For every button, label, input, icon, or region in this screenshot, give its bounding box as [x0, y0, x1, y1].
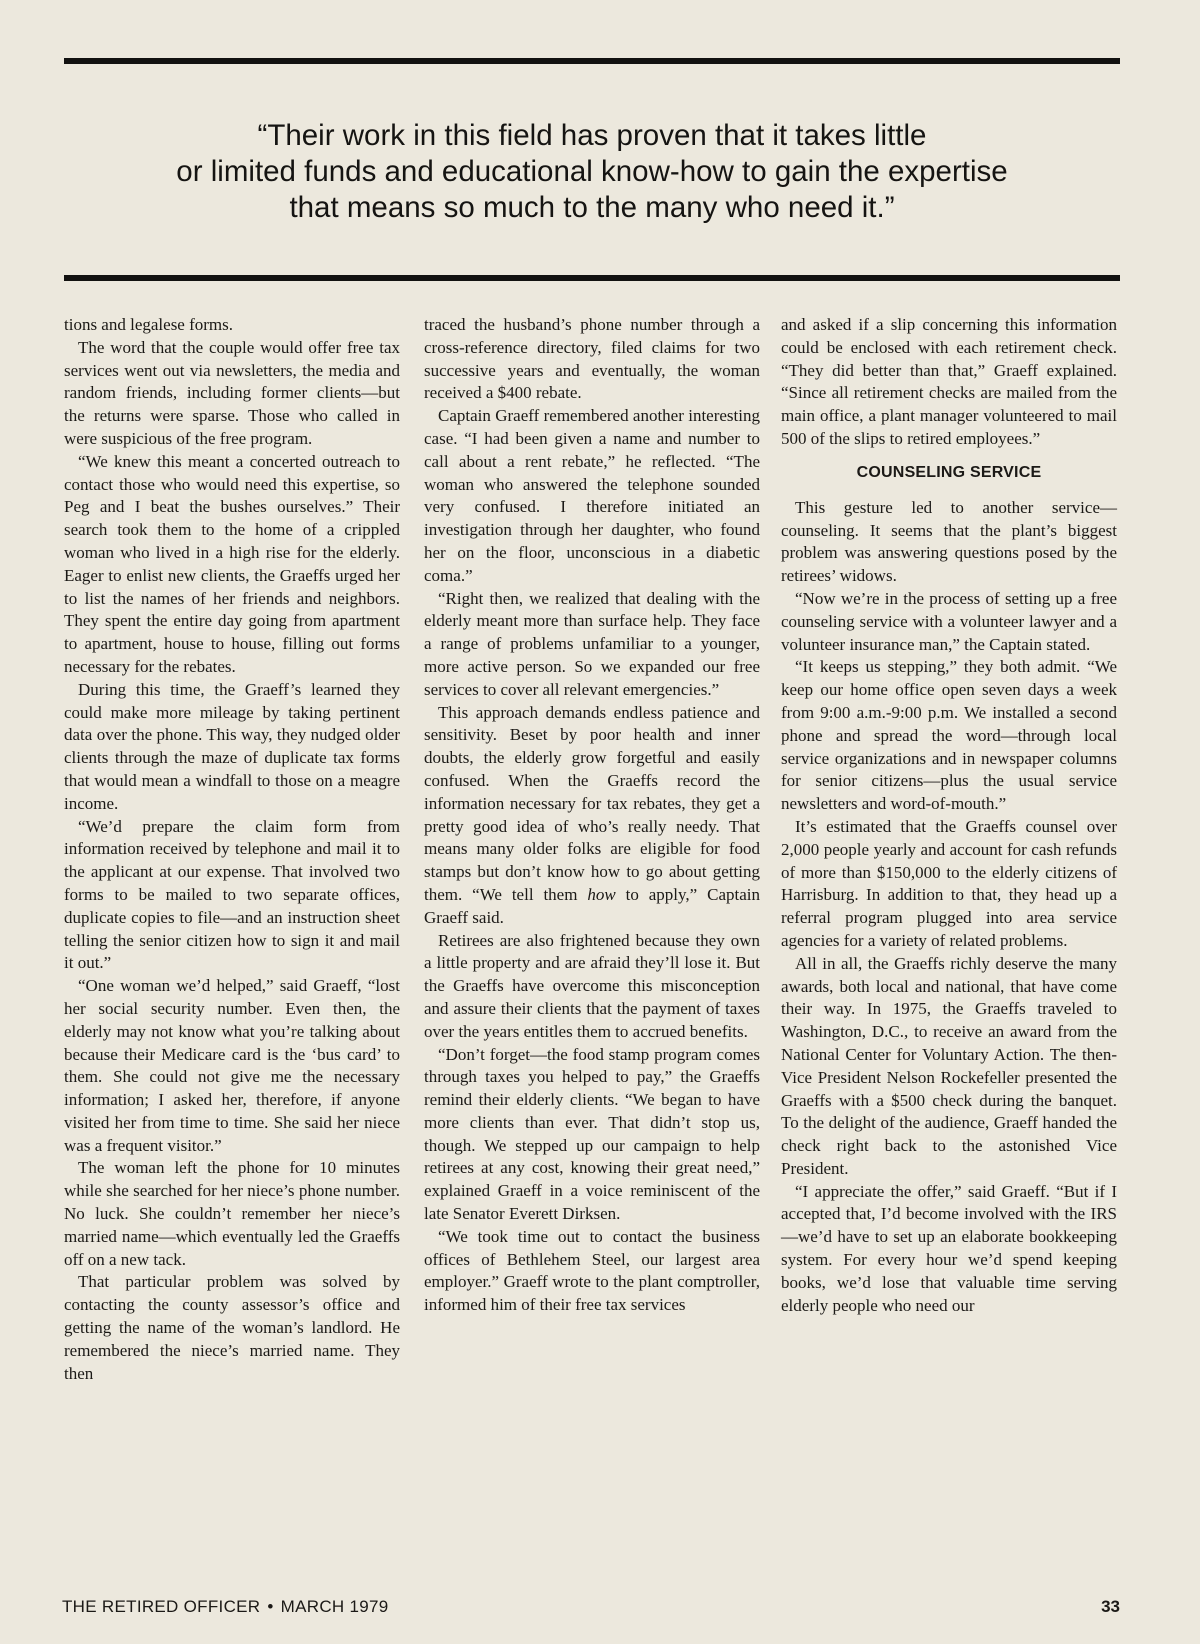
paragraph: “We took time out to contact the business offices of Bethlehem Steel, our largest area employer.” Graeff wrote to the plant comptroller, informed him of their free tax services — [424, 1226, 760, 1315]
publication-name: THE RETIRED OFFICER — [62, 1597, 261, 1616]
paragraph: That particular problem was solved by contacting the county assessor’s office and getting the name of the woman’s landlord. He remembered the niece’s married name. They then — [64, 1272, 400, 1383]
paragraph: “Right then, we realized that dealing with the elderly meant more than surface help. They face a range of problems unfamiliar to a younger, more active person. So we expanded our free services to cover all relevant emergencies.” — [424, 588, 760, 699]
paragraph: “Now we’re in the process of setting up a free counseling service with a volunteer lawyer and a volunteer insurance man,” the Captain stated. — [781, 588, 1117, 654]
bullet-separator: • — [267, 1597, 274, 1616]
paragraph: This approach demands endless patience and sensitivity. Beset by poor health and inner doubts, the elderly grow forgetful and easily confused. When the Graeffs record the information necessary for tax rebates, they get a pretty good idea of who’s really needy. That means many older folks are eligible for food stamps but don’t know how to go about getting them. “We tell them how to apply,” Captain Graeff said. — [424, 702, 760, 927]
article-column-2 — [424, 314, 760, 1317]
paragraph: traced the husband’s phone number through a cross-reference directory, filed claims for two successive years and eventually, the woman received a $400 rebate. — [424, 315, 760, 403]
paragraph: “One woman we’d helped,” said Graeff, “lost her social security number. Even then, the elderly may not know what you’re talking about because their Medicare card is the ‘bus card’ to them. She could not give me the necessary information; I asked her, therefore, if anyone visited her from time to time. She said her niece was a frequent visitor.” — [64, 976, 400, 1155]
paragraph: Captain Graeff remembered another interesting case. “I had been given a name and number to call about a rent rebate,” he reflected. “The woman who answered the telephone sounded very confused. I therefore initiated an investigation through her daughter, who found her on the floor, unconscious in a diabetic coma.” — [424, 406, 760, 585]
paragraph: “It keeps us stepping,” they both admit. “We keep our home office open seven days a week from 9:00 a.m.-9:00 p.m. We installed a second phone and spread the word—through local service organizations and in newspaper columns for senior citizens—plus the usual service newsletters and word-of-mouth.” — [781, 657, 1117, 814]
paragraph: This gesture led to another service—counseling. It seems that the plant’s biggest problem was answering questions posed by the retirees’ widows. — [781, 497, 1117, 586]
pull-quote-line: or limited funds and educational know-how to gain the expertise — [176, 155, 1008, 188]
paragraph: tions and legalese forms. — [64, 315, 234, 334]
article-column-3 — [781, 314, 1117, 1317]
paragraph: Retirees are also frightened because they own a little property and are afraid they’ll lose it. But the Graeffs have overcome this misconception and assure their clients that the payment of taxes over the years entitles them to accrued benefits. — [424, 930, 760, 1041]
bottom-rule — [64, 275, 1120, 281]
paragraph: “I appreciate the offer,” said Graeff. “But if I accepted that, I’d become involved with the IRS—we’d have to set up an elaborate bookkeeping system. For every hour we’d spend keeping books, we’d lose that valuable time serving elderly people who need our — [781, 1181, 1117, 1315]
pull-quote-line: “Their work in this field has proven that it takes little — [257, 119, 927, 152]
paragraph: During this time, the Graeff’s learned they could make more mileage by taking pertinent data over the phone. This way, they nudged older clients through the maze of duplicate tax forms that would mean a windfall to those on a meagre income. — [64, 679, 400, 813]
paragraph: The woman left the phone for 10 minutes while she searched for her niece’s phone number. No luck. She couldn’t remember her niece’s married name—which eventually led the Graeffs off on a new tack. — [64, 1158, 400, 1269]
article-column-1 — [64, 314, 400, 1385]
paragraph: “We’d prepare the claim form from information received by telephone and mail it to the applicant at our expense. That involved two forms to be mailed to two separate offices, duplicate copies to file—and an instruction sheet telling the senior citizen how to sign it and mail it out.” — [64, 816, 400, 973]
paragraph: It’s estimated that the Graeffs counsel over 2,000 people yearly and account for cash refunds of more than $150,000 to the elderly citizens of Harrisburg. In addition to that, they head up a referral program plugged into area service agencies for a variety of related problems. — [781, 816, 1117, 950]
issue-date: MARCH 1979 — [280, 1597, 389, 1616]
paragraph: The word that the couple would offer free tax services went out via newsletters, the media and random friends, including former clients—but the returns were sparse. Those who called in were suspicious of the free program. — [64, 337, 400, 448]
pull-quote-line: that means so much to the many who need it.” — [289, 191, 895, 224]
paragraph: “Don’t forget—the food stamp program comes through taxes you helped to pay,” the Graeffs remind their elderly clients. “We began to have more clients than ever. That didn’t stop us, though. We stepped up our campaign to help retirees at any cost, knowing their great need,” explained Graeff in a voice reminiscent of the late Senator Everett Dirksen. — [424, 1044, 760, 1224]
pull-quote — [64, 118, 1120, 226]
paragraph: “We knew this meant a concerted outreach to contact those who would need this expertise, so Peg and I beat the bushes ourselves.” Their search took them to the home of a crippled woman who lived in a high rise for the elderly. Eager to enlist new clients, the Graeffs urged her to list the names of her friends and neighbors. They spent the entire day going from apartment to apartment, house to house, filling out forms necessary for the rebates. — [64, 451, 400, 676]
page-number: 33 — [1101, 1597, 1120, 1616]
footer-publication-line — [62, 1597, 389, 1617]
paragraph: All in all, the Graeffs richly deserve the many awards, both local and national, that have come their way. In 1975, the Graeffs traveled to Washington, D.C., to receive an award from the National Center for Voluntary Action. The then-Vice President Nelson Rockefeller presented the Graeffs with a $500 check during the banquet. To the delight of the audience, Graeff handed the check right back to the astonished Vice President. — [781, 953, 1117, 1178]
top-rule — [64, 58, 1120, 64]
paragraph: and asked if a slip concerning this information could be enclosed with each retirement check. “They did better than that,” Graeff explained. “Since all retirement checks are mailed from the main office, a plant manager volunteered to mail 500 of the slips to retired employees.” — [781, 315, 1117, 448]
section-heading: COUNSELING SERVICE — [856, 463, 1042, 481]
